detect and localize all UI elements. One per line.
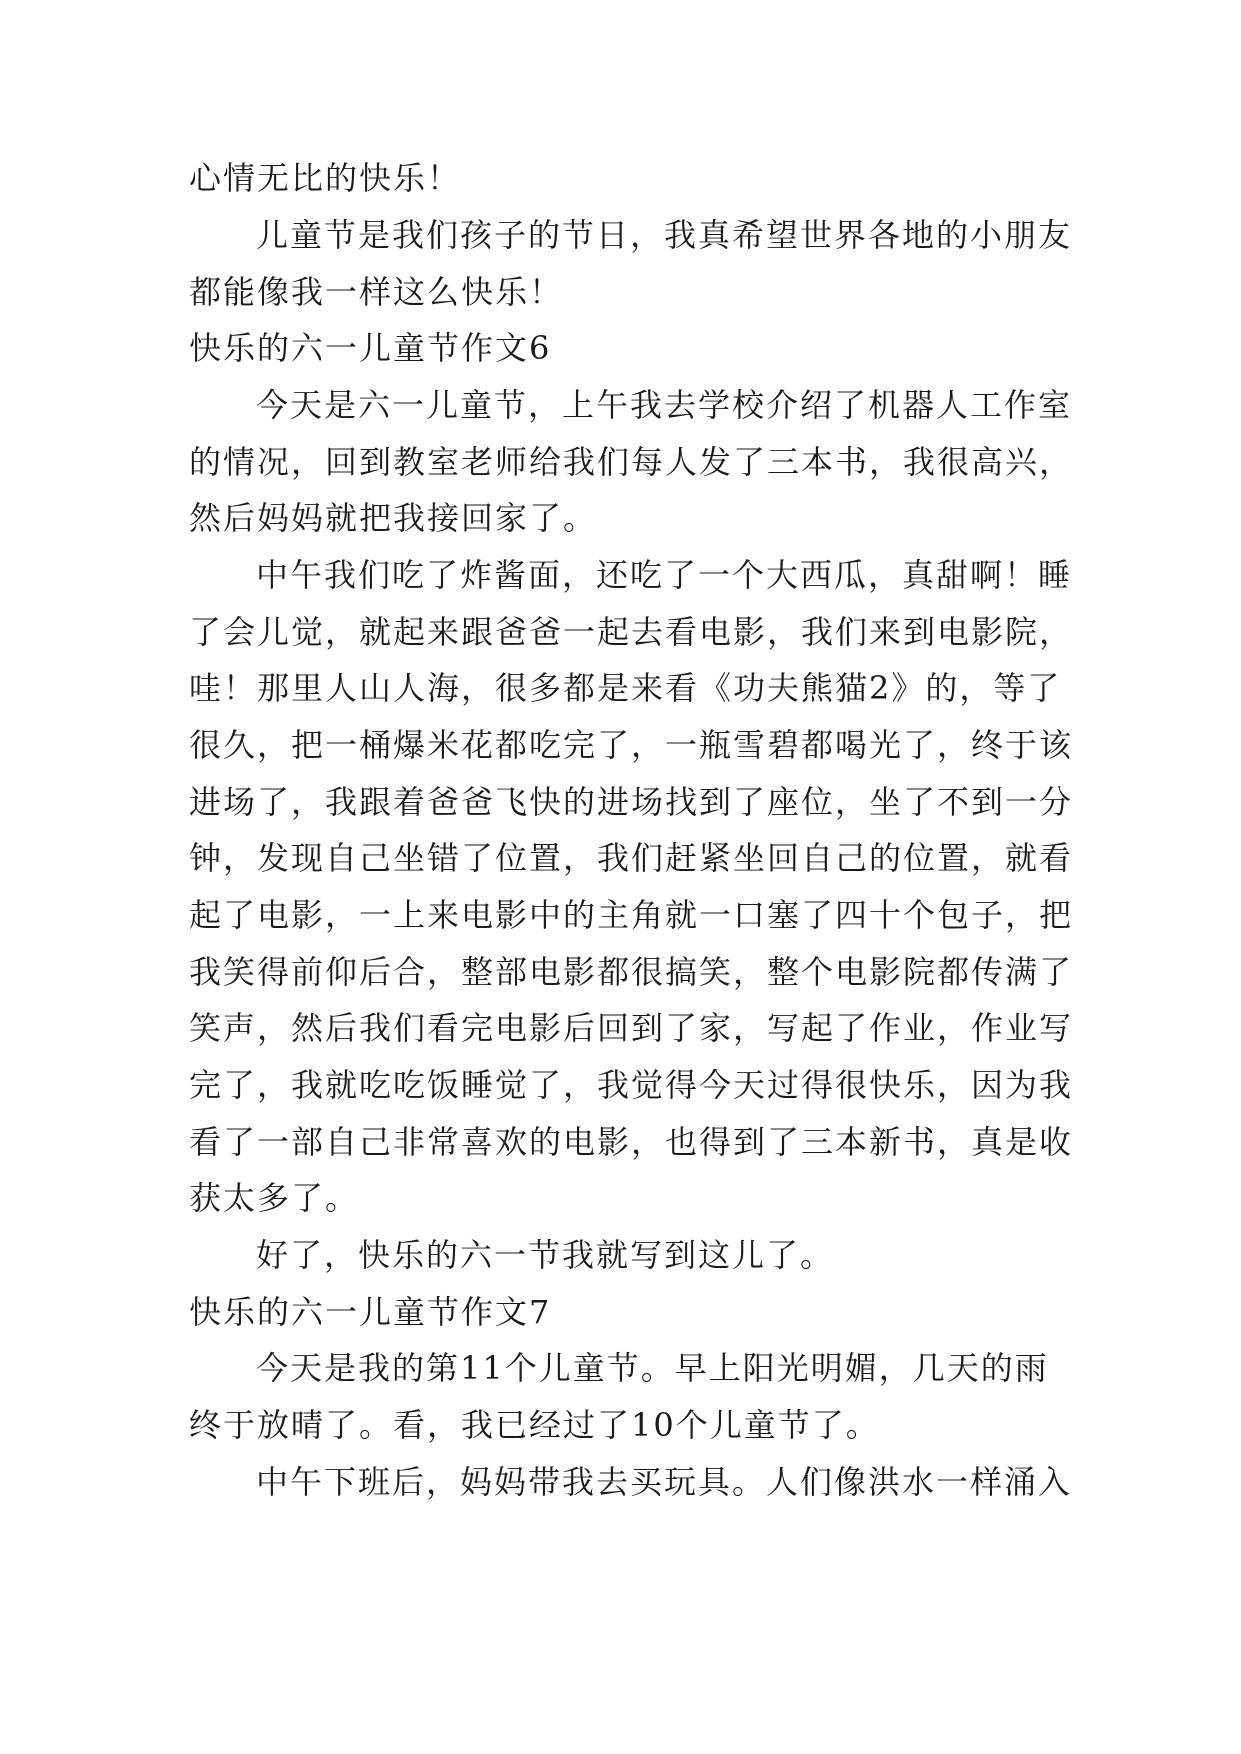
text-line: 看了一部自己非常喜欢的电影，也得到了三本新书，真是收: [189, 1123, 1074, 1161]
text-line: 的情况，回到教室老师给我们每人发了三本书，我很高兴，: [189, 443, 1074, 481]
text-line: 哇！那里人山人海，很多都是来看《功夫熊猫2》的，等了: [189, 669, 1062, 707]
text-line: 然后妈妈就把我接回家了。: [189, 499, 598, 537]
paragraph-first-line: 中午我们吃了炸酱面，还吃了一个大西瓜，真甜啊！睡: [256, 556, 1073, 594]
text-line: 完了，我就吃吃饭睡觉了，我觉得今天过得很快乐，因为我: [189, 1066, 1074, 1104]
text-line: 终于放晴了。看，我已经过了10个儿童节了。: [189, 1406, 880, 1444]
paragraph-first-line: 今天是六一儿童节，上午我去学校介绍了机器人工作室: [256, 386, 1073, 424]
text-line: 起了电影，一上来电影中的主角就一口塞了四十个包子，把: [189, 896, 1074, 934]
section-heading: 快乐的六一儿童节作文7: [189, 1293, 552, 1331]
text-line: 获太多了。: [189, 1179, 360, 1217]
text-line: 都能像我一样这么快乐！: [189, 273, 564, 311]
text-line: 笑声，然后我们看完电影后回到了家，写起了作业，作业写: [189, 1009, 1074, 1047]
section-heading: 快乐的六一儿童节作文6: [189, 329, 552, 367]
paragraph-first-line: 儿童节是我们孩子的节日，我真希望世界各地的小朋友: [256, 216, 1073, 254]
text-line: 我笑得前仰后合，整部电影都很搞笑，整个电影院都传满了: [189, 953, 1074, 991]
text-line: 很久，把一桶爆米花都吃完了，一瓶雪碧都喝光了，终于该: [189, 726, 1074, 764]
paragraph-first-line: 好了，快乐的六一节我就写到这儿了。: [256, 1236, 835, 1274]
text-line: 钟，发现自己坐错了位置，我们赶紧坐回自己的位置，就看: [189, 839, 1074, 877]
text-line: 进场了，我跟着爸爸飞快的进场找到了座位，坐了不到一分: [189, 783, 1074, 821]
text-line: 心情无比的快乐！: [189, 159, 462, 197]
paragraph-first-line: 中午下班后，妈妈带我去买玩具。人们像洪水一样涌入: [256, 1463, 1073, 1501]
text-line: 了会儿觉，就起来跟爸爸一起去看电影，我们来到电影院，: [189, 613, 1074, 651]
paragraph-first-line: 今天是我的第11个儿童节。早上阳光明媚，几天的雨: [256, 1349, 1049, 1387]
